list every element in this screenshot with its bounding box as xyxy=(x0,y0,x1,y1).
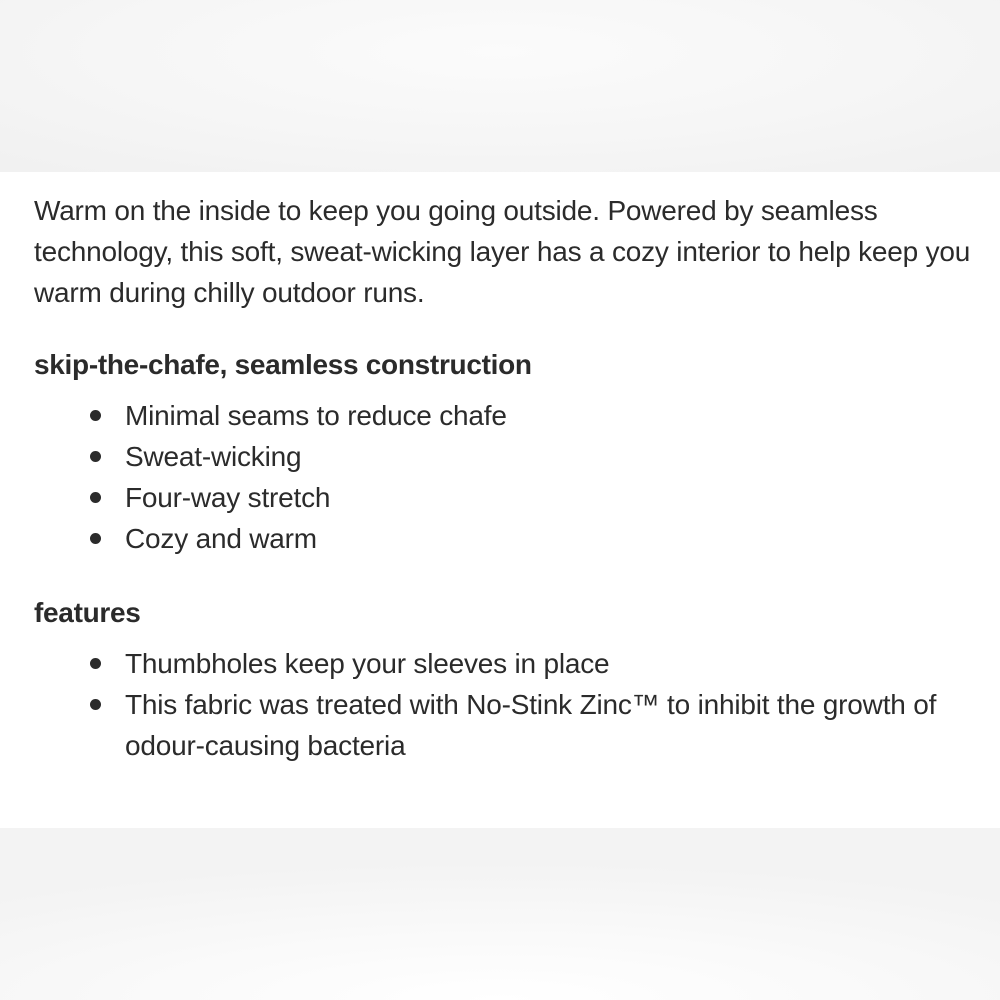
list-item xyxy=(90,436,950,477)
features-list xyxy=(90,643,950,766)
list-item xyxy=(90,518,950,559)
product-description xyxy=(0,172,1000,828)
bullet-icon xyxy=(90,451,101,462)
list-item xyxy=(90,395,950,436)
list-item xyxy=(90,477,950,518)
list-item-text: Minimal seams to reduce chafe xyxy=(125,400,507,431)
bullet-icon xyxy=(90,699,101,710)
section-heading-features: features xyxy=(34,597,141,628)
bullet-icon xyxy=(90,533,101,544)
list-item-text: Sweat-wicking xyxy=(125,441,302,472)
list-item-text: Four-way stretch xyxy=(125,482,331,513)
description-intro: Warm on the inside to keep you going outside. Powered by seamless technology, this soft, sweat-wicking layer has a cozy interior to help keep you warm during chilly outdoor runs. xyxy=(34,195,971,308)
bullet-icon xyxy=(90,492,101,503)
blurred-bottom-backdrop xyxy=(0,828,1000,1000)
bullet-icon xyxy=(90,658,101,669)
section-heading-construction: skip-the-chafe, seamless construction xyxy=(34,349,532,380)
list-item xyxy=(90,643,950,684)
construction-list xyxy=(90,395,950,559)
list-item xyxy=(90,684,950,766)
blurred-top-backdrop xyxy=(0,0,1000,172)
list-item-text: This fabric was treated with No-Stink Zinc™ to inhibit the growth of odour-causing bacteria xyxy=(125,689,937,761)
list-item-text: Cozy and warm xyxy=(125,523,317,554)
list-item-text: Thumbholes keep your sleeves in place xyxy=(125,648,610,679)
bullet-icon xyxy=(90,410,101,421)
